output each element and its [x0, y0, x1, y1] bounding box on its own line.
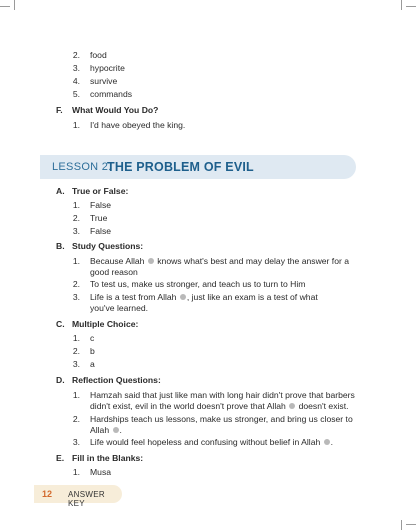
- section-title: Fill in the Blanks:: [72, 453, 144, 463]
- item-number: 3.: [72, 359, 80, 369]
- text-part: Because Allah: [90, 256, 145, 266]
- page-number: 12: [42, 489, 53, 499]
- item-number: 1.: [72, 333, 80, 343]
- honorific-icon: [113, 427, 119, 433]
- item-number: 2.: [72, 414, 80, 424]
- item-text: [90, 425, 122, 435]
- item-number: 3.: [72, 226, 80, 236]
- section-title: Multiple Choice:: [72, 319, 139, 329]
- item-number: 2.: [72, 346, 80, 356]
- section-title: Reflection Questions:: [72, 375, 161, 385]
- honorific-icon: [324, 439, 330, 445]
- crop-mark: [406, 524, 416, 525]
- item-number: 5.: [72, 89, 80, 99]
- item-text: Hardships teach us lessons, make us stronger, and bring us closer to: [90, 414, 353, 424]
- item-number: 1.: [72, 467, 80, 477]
- crop-mark: [401, 520, 402, 530]
- section-letter: D.: [56, 375, 65, 385]
- item-text: you've learned.: [90, 303, 149, 313]
- section-letter: C.: [56, 319, 65, 329]
- text-part: Allah: [90, 425, 110, 435]
- crop-mark: [406, 6, 416, 7]
- honorific-icon: [148, 258, 154, 264]
- item-text: commands: [90, 89, 133, 99]
- text-part: doesn't exist.: [298, 401, 349, 411]
- item-text: food: [90, 50, 107, 60]
- item-text: hypocrite: [90, 63, 125, 73]
- item-number: 3.: [72, 292, 80, 302]
- crop-mark: [14, 0, 15, 10]
- lesson-title: THE PROBLEM OF EVIL: [107, 160, 254, 174]
- item-number: 1.: [72, 120, 80, 130]
- section-title: True or False:: [72, 186, 129, 196]
- lesson-header: [40, 155, 356, 179]
- item-text: a: [90, 359, 95, 369]
- item-number: 2.: [72, 50, 80, 60]
- text-part: .: [330, 437, 334, 447]
- crop-mark: [401, 0, 402, 10]
- item-number: 3.: [72, 63, 80, 73]
- text-part: didn't exist, evil in the world doesn't prove that Allah: [90, 401, 286, 411]
- item-number: 2.: [72, 213, 80, 223]
- item-text: Musa: [90, 467, 112, 477]
- item-number: 1.: [72, 390, 80, 400]
- item-text: survive: [90, 76, 118, 86]
- item-number: 2.: [72, 279, 80, 289]
- item-text: I'd have obeyed the king.: [90, 120, 186, 130]
- item-text: [90, 437, 333, 447]
- item-text: [90, 401, 348, 411]
- page-footer: [34, 485, 122, 508]
- item-text: Hamzah said that just like man with long hair didn't prove that barbers: [90, 390, 355, 400]
- item-number: 1.: [72, 256, 80, 266]
- lesson-label: LESSON 2.: [52, 161, 112, 173]
- item-text: False: [90, 226, 112, 236]
- section-title: Study Questions:: [72, 241, 144, 251]
- item-text: [90, 292, 318, 302]
- item-number: 4.: [72, 76, 80, 86]
- item-text: False: [90, 200, 112, 210]
- section-letter: F.: [56, 105, 63, 115]
- footer-label: ANSWER KEY: [68, 489, 105, 508]
- item-number: 1.: [72, 200, 80, 210]
- crop-mark: [0, 6, 10, 7]
- honorific-icon: [180, 294, 186, 300]
- text-part: , just like an exam is a test of what: [186, 292, 318, 302]
- text-part: Life is a test from Allah: [90, 292, 177, 302]
- text-part: .: [119, 425, 122, 435]
- item-text: True: [90, 213, 108, 223]
- section-letter: A.: [56, 186, 65, 196]
- item-text: To test us, make us stronger, and teach us to turn to Him: [90, 279, 306, 289]
- section-letter: B.: [56, 241, 65, 251]
- section-title: What Would You Do?: [72, 105, 159, 115]
- item-text: good reason: [90, 267, 138, 277]
- section-letter: E.: [56, 453, 65, 463]
- item-text: b: [90, 346, 95, 356]
- honorific-icon: [289, 403, 295, 409]
- item-text: [90, 256, 349, 266]
- item-text: c: [90, 333, 95, 343]
- text-part: knows what's best and may delay the answer for a: [157, 256, 350, 266]
- item-number: 3.: [72, 437, 80, 447]
- text-part: Life would feel hopeless and confusing without belief in Allah: [90, 437, 321, 447]
